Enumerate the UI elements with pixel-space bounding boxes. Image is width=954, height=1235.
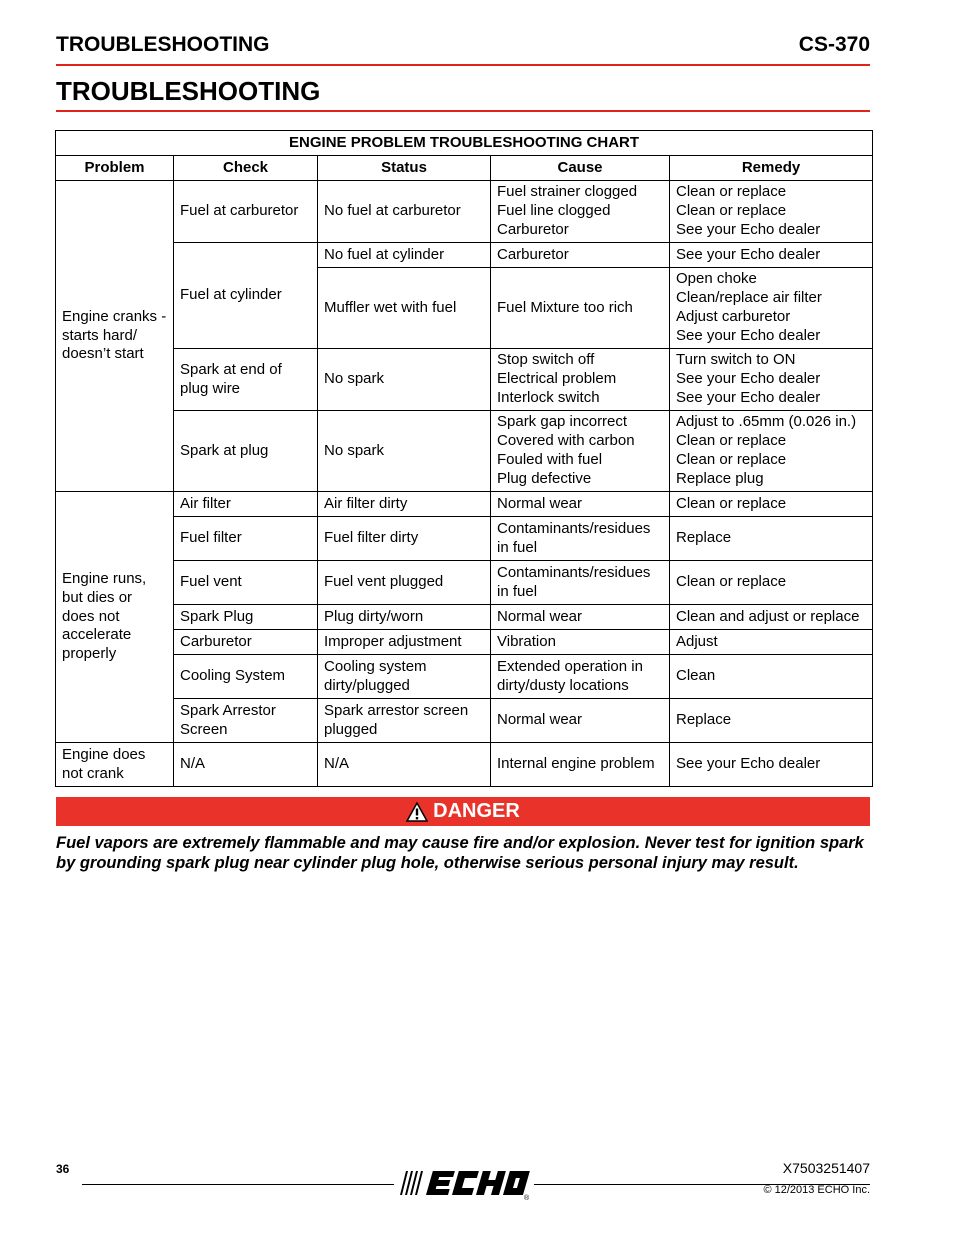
status-cell: Cooling system dirty/plugged [318,655,491,699]
check-cell: Spark at plug [174,411,318,492]
status-cell: Muffler wet with fuel [318,268,491,349]
table-row [56,349,873,411]
status-cell: Fuel vent plugged [318,561,491,605]
remedy-cell: Clean and adjust or replace [670,605,873,630]
remedy-cell: Replace [670,517,873,561]
remedy-cell: See your Echo dealer [670,243,873,268]
cause-cell: Fuel strainer clogged Fuel line clogged Carburetor [491,181,670,243]
table-row [56,655,873,699]
footer-rule [82,1184,394,1185]
status-cell: Spark arrestor screen plugged [318,699,491,743]
problem-cell: Engine cranks - starts hard/ doesn’t start [56,181,174,492]
cause-cell: Vibration [491,630,670,655]
status-cell: Air filter dirty [318,492,491,517]
check-cell: Fuel filter [174,517,318,561]
remedy-cell: Adjust [670,630,873,655]
cause-cell: Extended operation in dirty/dusty locations [491,655,670,699]
remedy-cell: Clean or replace [670,561,873,605]
cause-cell: Contaminants/residues in fuel [491,517,670,561]
column-header-remedy: Remedy [670,156,873,181]
cause-cell: Stop switch off Electrical problem Interlock switch [491,349,670,411]
check-cell: Carburetor [174,630,318,655]
status-cell: Fuel filter dirty [318,517,491,561]
danger-banner [56,797,870,826]
check-cell: Spark Arrestor Screen [174,699,318,743]
column-header-cause: Cause [491,156,670,181]
cause-cell: Normal wear [491,492,670,517]
column-header-check: Check [174,156,318,181]
column-header-status: Status [318,156,491,181]
status-cell: N/A [318,743,491,787]
warning-triangle-icon [406,802,428,822]
page-number: 36 [56,1162,70,1176]
problem-cell: Engine does not crank [56,743,174,787]
danger-text: Fuel vapors are extremely flammable and may cause fire and/or explosion. Never test for ignition spark by grounding spark plug near cylinder plug hole, otherwise serious personal injury may result. [56,834,864,872]
echo-logo [394,1167,534,1201]
remedy-cell: Adjust to .65mm (0.026 in.) Clean or replace Clean or replace Replace plug [670,411,873,492]
table-row [56,517,873,561]
table-row [56,243,873,268]
running-header [56,30,870,66]
cause-cell: Fuel Mixture too rich [491,268,670,349]
remedy-cell: See your Echo dealer [670,743,873,787]
remedy-cell: Clean or replace Clean or replace See your Echo dealer [670,181,873,243]
cause-cell: Spark gap incorrect Covered with carbon Fouled with fuel Plug defective [491,411,670,492]
cause-cell: Normal wear [491,605,670,630]
status-cell: No fuel at cylinder [318,243,491,268]
header-section: TROUBLESHOOTING [56,33,270,56]
table-row [56,630,873,655]
table-row [56,561,873,605]
chart-title: ENGINE PROBLEM TROUBLESHOOTING CHART [56,131,873,156]
remedy-cell: Clean or replace [670,492,873,517]
remedy-cell: Clean [670,655,873,699]
check-cell: Spark at end of plug wire [174,349,318,411]
header-model: CS-370 [798,33,870,56]
cause-cell: Contaminants/residues in fuel [491,561,670,605]
column-header-row [56,156,873,181]
danger-label: DANGER [433,800,520,822]
part-number: X7503251407 [782,1160,870,1176]
status-cell: Plug dirty/worn [318,605,491,630]
troubleshooting-table [55,130,873,787]
column-header-problem: Problem [56,156,174,181]
check-cell: Spark Plug [174,605,318,630]
check-cell: Fuel at carburetor [174,181,318,243]
table-row [56,699,873,743]
status-cell: No fuel at carburetor [318,181,491,243]
status-cell: No spark [318,349,491,411]
check-cell: Air filter [174,492,318,517]
check-cell: Fuel vent [174,561,318,605]
check-cell: N/A [174,743,318,787]
table-row [56,605,873,630]
table-row [56,181,873,243]
check-cell: Cooling System [174,655,318,699]
problem-cell: Engine runs, but dies or does not accelerate properly [56,492,174,743]
copyright: © 12/2013 ECHO Inc. [763,1184,870,1196]
table-row [56,411,873,492]
status-cell: No spark [318,411,491,492]
check-cell: Fuel at cylinder [174,243,318,349]
table-row [56,492,873,517]
cause-cell: Internal engine problem [491,743,670,787]
status-cell: Improper adjustment [318,630,491,655]
registered-mark: ® [524,1195,530,1201]
cause-cell: Normal wear [491,699,670,743]
remedy-cell: Replace [670,699,873,743]
cause-cell: Carburetor [491,243,670,268]
table-row [56,743,873,787]
remedy-cell: Open choke Clean/replace air filter Adjust carburetor See your Echo dealer [670,268,873,349]
remedy-cell: Turn switch to ON See your Echo dealer See your Echo dealer [670,349,873,411]
page-title: TROUBLESHOOTING [56,74,870,112]
